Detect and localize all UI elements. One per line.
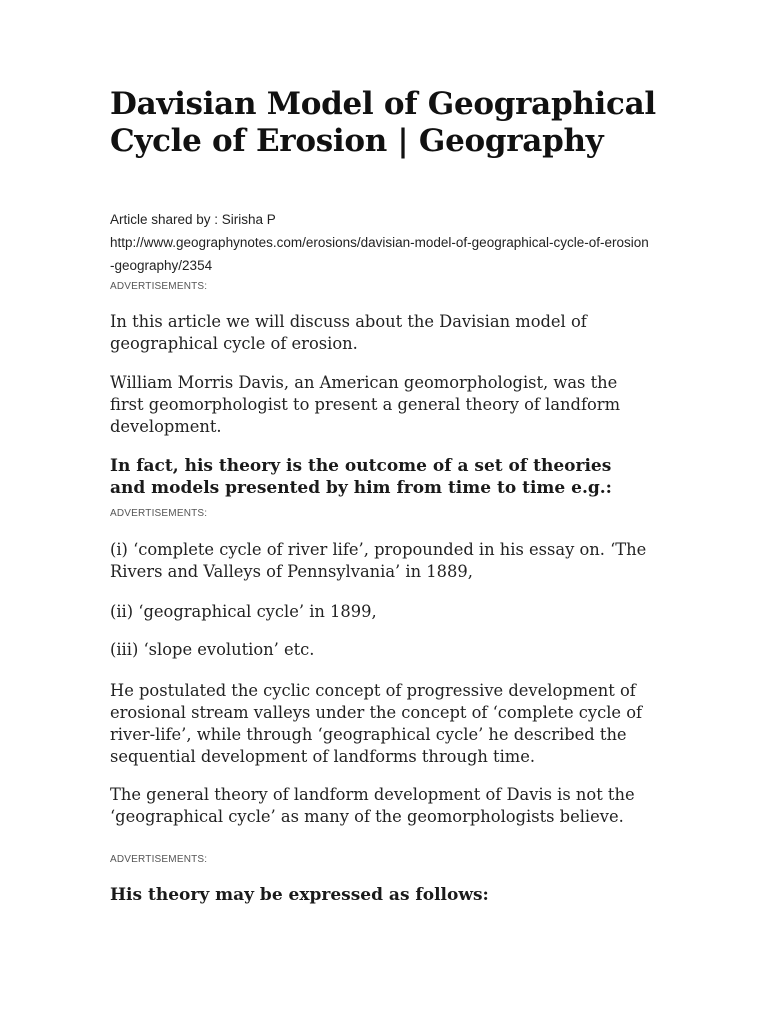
article-title: Davisian Model of Geographical Cycle of Erosion | Geography — [110, 86, 656, 159]
advertisements-label: ADVERTISEMENTS: — [110, 508, 208, 519]
list-item: (iii) ‘slope evolution’ etc. — [110, 640, 315, 659]
general-theory-paragraph: The general theory of landform development of Davis is not the ‘geographical cycle’ as many of the geomorphologists believe. — [110, 785, 635, 826]
advertisements-label: ADVERTISEMENTS: — [110, 281, 208, 292]
list-item: (i) ‘complete cycle of river life’, propounded in his essay on. ‘The Rivers and Valleys of Pennsylvania’ in 1889, — [110, 540, 647, 581]
author-line: Article shared by : Sirisha P — [110, 212, 276, 227]
advertisements-label: ADVERTISEMENTS: — [110, 854, 208, 865]
theory-subheading: In fact, his theory is the outcome of a set of theories and models presented by him from time to time e.g.: — [110, 456, 612, 498]
list-item: (ii) ‘geographical cycle’ in 1899, — [110, 602, 377, 621]
cyclic-concept-paragraph: He postulated the cyclic concept of progressive development of erosional stream valleys under the concept of ‘complete cycle of river-life’, while through ‘geographical cycle’ he described the sequential development of landforms through time. — [110, 681, 643, 766]
expression-subheading: His theory may be expressed as follows: — [110, 885, 489, 905]
davis-paragraph: William Morris Davis, an American geomorphologist, was the first geomorphologist to present a general theory of landform development. — [110, 373, 621, 436]
source-url[interactable]: http://www.geographynotes.com/erosions/davisian-model-of-geographical-cycle-of-erosion-geography/2354 — [110, 235, 649, 273]
intro-paragraph: In this article we will discuss about the Davisian model of geographical cycle of erosion. — [110, 312, 587, 353]
